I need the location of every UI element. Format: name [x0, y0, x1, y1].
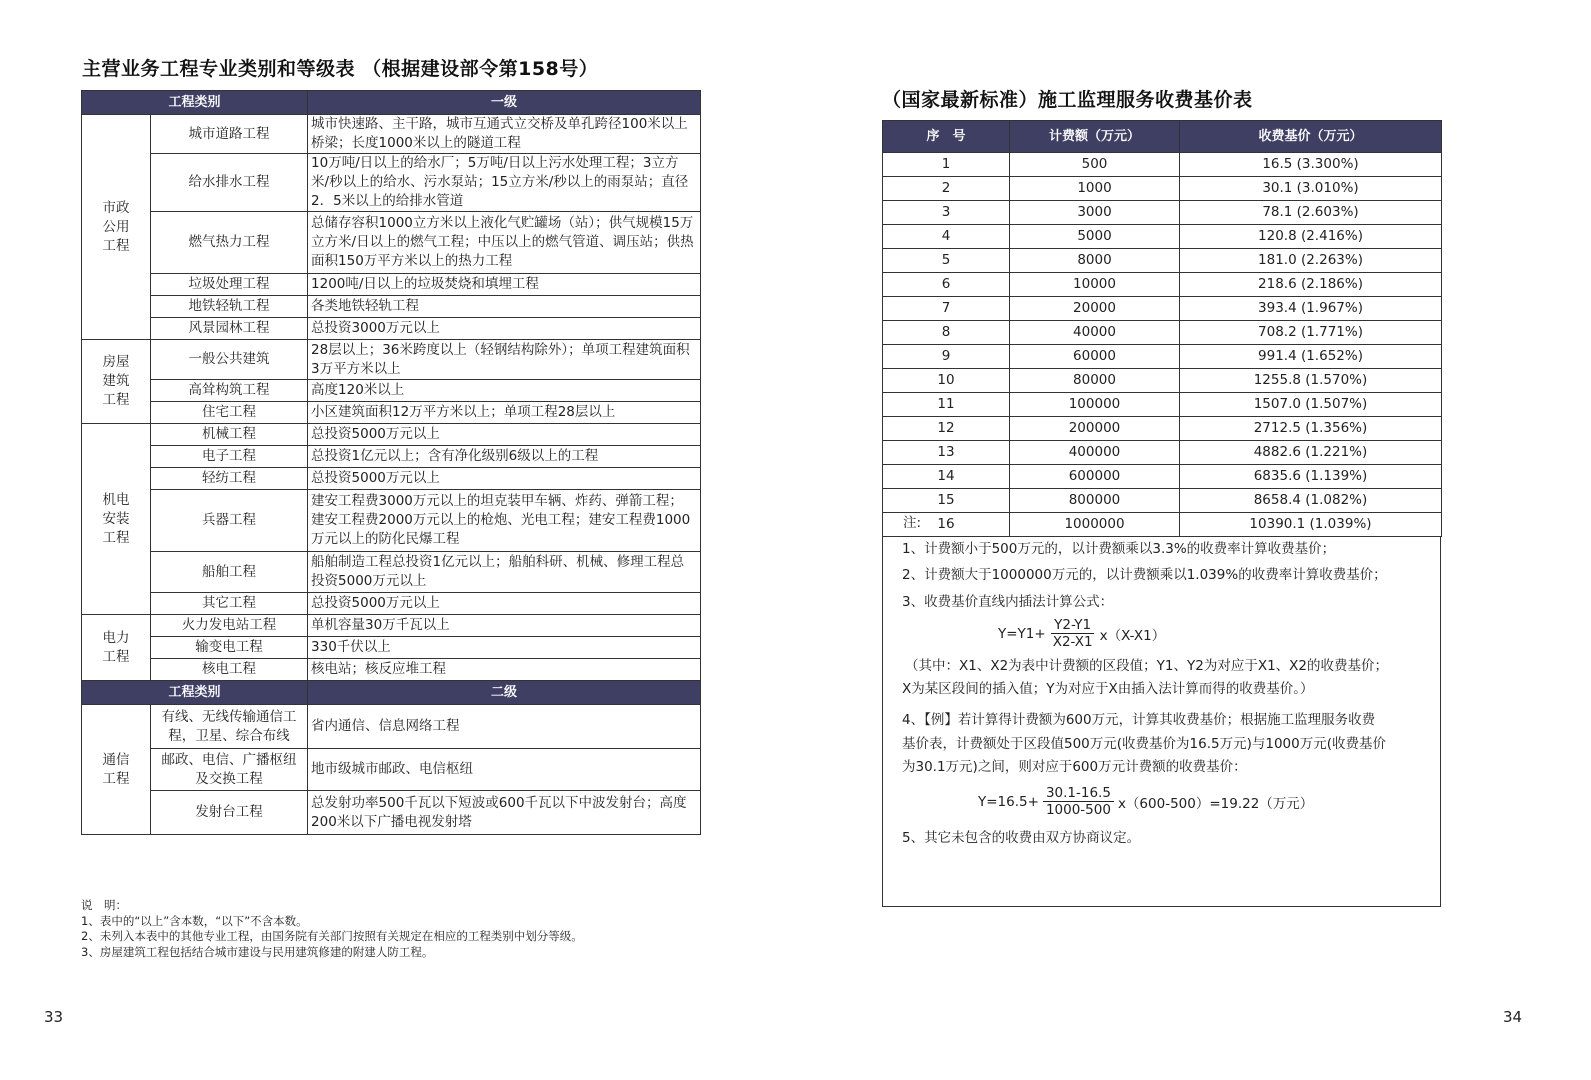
fraction-denominator: X2-X1: [1052, 634, 1093, 650]
base-fee-cell: 708.2 (1.771%): [1180, 321, 1442, 345]
formula-prefix: Y=Y1+: [998, 625, 1046, 642]
category-cell: 电力 工程: [82, 615, 151, 681]
index-cell: 8: [883, 321, 1010, 345]
notes-heading: 说 明：: [81, 898, 127, 912]
base-fee-cell: 1255.8 (1.570%): [1180, 369, 1442, 393]
subcategory-cell: 风景园林工程: [151, 318, 308, 340]
formula-suffix: x（X-X1）: [1099, 627, 1166, 644]
header-grade: 一级: [308, 91, 701, 115]
table-row: [883, 441, 1442, 465]
base-fee-cell: 120.8 (2.416%): [1180, 225, 1442, 249]
base-fee-cell: 30.1 (3.010%): [1180, 177, 1442, 201]
fee-table-title: （国家最新标准）施工监理服务收费基价表: [882, 89, 1253, 111]
note-item: 3、房屋建筑工程包括结合城市建设与民用建筑修建的附建人防工程。: [81, 944, 434, 959]
fee-note-4-line2: 基价表，计费额处于区段值500万元(收费基价为16.5万元)与1000万元(收费基价: [902, 736, 1386, 752]
index-cell: [883, 513, 1010, 537]
index-cell: 2: [883, 177, 1010, 201]
table-row: [883, 297, 1442, 321]
criteria-cell: 地市级城市邮政、电信枢纽: [308, 749, 701, 791]
table-row: [883, 153, 1442, 177]
header-category: 工程类别: [82, 91, 308, 115]
index-value: 16: [937, 516, 955, 532]
amount-cell: 1000: [1010, 177, 1180, 201]
fee-note-4-line3: 为30.1万元)之间，则对应于600万元计费额的收费基价：: [902, 759, 1247, 775]
amount-cell: 80000: [1010, 369, 1180, 393]
table-row: [883, 177, 1442, 201]
base-fee-cell: 991.4 (1.652%): [1180, 345, 1442, 369]
table-row: [82, 791, 701, 835]
base-fee-cell: 2712.5 (1.356%): [1180, 417, 1442, 441]
category-cell: 通信 工程: [82, 705, 151, 835]
subcategory-cell: 给水排水工程: [151, 154, 308, 212]
notes: [81, 898, 583, 960]
example-formula: [978, 785, 1313, 818]
page-number-left: 33: [44, 1008, 64, 1026]
base-fee-cell: 16.5 (3.300%): [1180, 153, 1442, 177]
amount-cell: 8000: [1010, 249, 1180, 273]
subcategory-cell: 一般公共建筑: [151, 340, 308, 380]
criteria-cell: 总投资3000万元以上: [308, 318, 701, 340]
criteria-cell: 总投资1亿元以上；含有净化级别6级以上的工程: [308, 446, 701, 468]
table-row: [82, 154, 701, 212]
amount-cell: 20000: [1010, 297, 1180, 321]
interpolation-formula: [998, 617, 1165, 650]
index-cell: 15: [883, 489, 1010, 513]
subcategory-cell: 有线、无线传输通信工程，卫星、综合布线: [151, 705, 308, 749]
table-row: [82, 552, 701, 593]
base-fee-cell: 1507.0 (1.507%): [1180, 393, 1442, 417]
subcategory-cell: 住宅工程: [151, 402, 308, 424]
subcategory-cell: 城市道路工程: [151, 115, 308, 154]
criteria-cell: 小区建筑面积12万平方米以上；单项工程28层以上: [308, 402, 701, 424]
fraction-numerator: 30.1-16.5: [1043, 785, 1114, 802]
table-row: [883, 321, 1442, 345]
formula-fraction: [1043, 785, 1114, 818]
amount-cell: 1000000: [1010, 513, 1180, 537]
base-fee-cell: 8658.4 (1.082%): [1180, 489, 1442, 513]
subcategory-cell: 其它工程: [151, 593, 308, 615]
category-cell: 市政 公用 工程: [82, 115, 151, 340]
grade-table-header: [82, 91, 701, 115]
table-row: [82, 490, 701, 552]
note-item: 1、表中的“以上”含本数，“以下”不含本数。: [81, 913, 308, 928]
formula-suffix: x（600-500）=19.22（万元）: [1117, 795, 1314, 812]
index-cell: 14: [883, 465, 1010, 489]
subcategory-cell: 地铁轻轨工程: [151, 296, 308, 318]
table-row: [883, 201, 1442, 225]
criteria-cell: 总投资5000万元以上: [308, 424, 701, 446]
table-row: [82, 212, 701, 274]
table-row: [883, 273, 1442, 297]
fee-note-1: 1、计费额小于500万元的，以计费额乘以3.3%的收费率计算收费基价；: [902, 541, 1336, 557]
subcategory-cell: 垃圾处理工程: [151, 274, 308, 296]
table-row: [82, 318, 701, 340]
fee-note-4-line1: 4、【例】若计算得计费额为600万元，计算其收费基价；根据施工监理服务收费: [902, 712, 1376, 728]
formula-explain-2: X为某区段间的插入值；Y为对应于X由插入法计算而得的收费基价。）: [902, 681, 1314, 697]
criteria-cell: 建安工程费3000万元以上的坦克装甲车辆、炸药、弹箭工程；建安工程费2000万元以上的枪炮、光电工程；建安工程费1000万元以上的防化民爆工程: [308, 490, 701, 552]
criteria-cell: 各类地铁轻轨工程: [308, 296, 701, 318]
subcategory-cell: 轻纺工程: [151, 468, 308, 490]
table-row: [82, 115, 701, 154]
fee-note-5: 5、其它未包含的收费由双方协商议定。: [902, 830, 1141, 846]
amount-cell: 500: [1010, 153, 1180, 177]
criteria-cell: 省内通信、信息网络工程: [308, 705, 701, 749]
category-cell: 机电 安装 工程: [82, 424, 151, 615]
amount-cell: 40000: [1010, 321, 1180, 345]
subcategory-cell: 输变电工程: [151, 637, 308, 659]
amount-cell: 600000: [1010, 465, 1180, 489]
table-row: [82, 402, 701, 424]
amount-cell: 100000: [1010, 393, 1180, 417]
fraction-denominator: 1000-500: [1045, 802, 1111, 818]
table-row: [883, 345, 1442, 369]
criteria-cell: 28层以上；36米跨度以上（轻钢结构除外）；单项工程建筑面积3万平方米以上: [308, 340, 701, 380]
amount-cell: 60000: [1010, 345, 1180, 369]
header-category: 工程类别: [82, 681, 308, 705]
table-row: [883, 465, 1442, 489]
table-row: [883, 393, 1442, 417]
table-row: [883, 369, 1442, 393]
base-fee-cell: 78.1 (2.603%): [1180, 201, 1442, 225]
fee-note-3: 3、收费基价直线内插法计算公式：: [902, 594, 1114, 610]
index-cell: 13: [883, 441, 1010, 465]
subcategory-cell: 船舶工程: [151, 552, 308, 593]
base-fee-cell: 6835.6 (1.139%): [1180, 465, 1442, 489]
base-fee-cell: 10390.1 (1.039%): [1180, 513, 1442, 537]
criteria-cell: 330千伏以上: [308, 637, 701, 659]
grade-table: [81, 90, 701, 835]
header-index: 序 号: [883, 121, 1010, 153]
amount-cell: 400000: [1010, 441, 1180, 465]
subcategory-cell: 发射台工程: [151, 791, 308, 835]
table-row: [82, 705, 701, 749]
formula-prefix: Y=16.5+: [978, 793, 1039, 810]
amount-cell: 3000: [1010, 201, 1180, 225]
table-row: [883, 225, 1442, 249]
criteria-cell: 城市快速路、主干路，城市互通式立交桥及单孔跨径100米以上桥梁；长度1000米以上的隧道工程: [308, 115, 701, 154]
fee-table-header: [883, 121, 1442, 153]
base-fee-cell: 218.6 (2.186%): [1180, 273, 1442, 297]
subcategory-cell: 邮政、电信、广播枢纽及交换工程: [151, 749, 308, 791]
table-row: [82, 593, 701, 615]
table-row: [883, 417, 1442, 441]
table-row: [82, 380, 701, 402]
index-cell: 7: [883, 297, 1010, 321]
table-row: [82, 749, 701, 791]
fraction-numerator: Y2-Y1: [1051, 617, 1094, 634]
index-cell: 4: [883, 225, 1010, 249]
table-row: [82, 659, 701, 681]
subcategory-cell: 高耸构筑工程: [151, 380, 308, 402]
criteria-cell: 总储存容积1000立方米以上液化气贮罐场（站）；供气规模15万立方米/日以上的燃气工程；中压以上的燃气管道、调压站；供热面积150万平方米以上的热力工程: [308, 212, 701, 274]
amount-cell: 200000: [1010, 417, 1180, 441]
table-row: [82, 296, 701, 318]
table-row: [82, 615, 701, 637]
criteria-cell: 总投资5000万元以上: [308, 593, 701, 615]
note-prefix-label: 注:: [903, 515, 922, 531]
base-fee-cell: 181.0 (2.263%): [1180, 249, 1442, 273]
table-row: [82, 274, 701, 296]
amount-cell: 800000: [1010, 489, 1180, 513]
fee-note-2: 2、计费额大于1000000万元的，以计费额乘以1.039%的收费率计算收费基价；: [902, 567, 1387, 583]
subcategory-cell: 机械工程: [151, 424, 308, 446]
index-cell: 1: [883, 153, 1010, 177]
index-cell: 5: [883, 249, 1010, 273]
subcategory-cell: 兵器工程: [151, 490, 308, 552]
table-row: [883, 513, 1442, 537]
amount-cell: 10000: [1010, 273, 1180, 297]
subcategory-cell: 燃气热力工程: [151, 212, 308, 274]
criteria-cell: 单机容量30万千瓦以上: [308, 615, 701, 637]
criteria-cell: 总发射功率500千瓦以下短波或600千瓦以下中波发射台；高度200米以下广播电视发射塔: [308, 791, 701, 835]
table-row: [82, 424, 701, 446]
criteria-cell: 总投资5000万元以上: [308, 468, 701, 490]
header-base-fee: 收费基价（万元）: [1180, 121, 1442, 153]
index-cell: 11: [883, 393, 1010, 417]
table-row: [82, 468, 701, 490]
criteria-cell: 核电站；核反应堆工程: [308, 659, 701, 681]
index-cell: 10: [883, 369, 1010, 393]
header-grade: 二级: [308, 681, 701, 705]
grade-table-title: 主营业务工程专业类别和等级表 （根据建设部令第158号）: [82, 58, 599, 80]
fee-table: [882, 120, 1442, 537]
formula-explain-1: （其中：X1、X2为表中计费额的区段值；Y1、Y2为对应于X1、X2的收费基价；: [905, 658, 1389, 674]
table-row: [82, 340, 701, 380]
index-cell: 6: [883, 273, 1010, 297]
page-number-right: 34: [1503, 1008, 1523, 1026]
criteria-cell: 高度120米以上: [308, 380, 701, 402]
criteria-cell: 1200吨/日以上的垃圾焚烧和填埋工程: [308, 274, 701, 296]
subcategory-cell: 核电工程: [151, 659, 308, 681]
base-fee-cell: 393.4 (1.967%): [1180, 297, 1442, 321]
note-item: 2、未列入本表中的其他专业工程，由国务院有关部门按照有关规定在相应的工程类别中划分等级。: [81, 929, 583, 943]
table-row: [82, 446, 701, 468]
header-amount: 计费额（万元）: [1010, 121, 1180, 153]
subcategory-cell: 火力发电站工程: [151, 615, 308, 637]
amount-cell: 5000: [1010, 225, 1180, 249]
subcategory-cell: 电子工程: [151, 446, 308, 468]
base-fee-cell: 4882.6 (1.221%): [1180, 441, 1442, 465]
index-cell: 9: [883, 345, 1010, 369]
criteria-cell: 船舶制造工程总投资1亿元以上；船舶科研、机械、修理工程总投资5000万元以上: [308, 552, 701, 593]
grade-table-header-2: [82, 681, 701, 705]
table-row: [883, 249, 1442, 273]
category-cell: 房屋 建筑 工程: [82, 340, 151, 424]
criteria-cell: 10万吨/日以上的给水厂；5万吨/日以上污水处理工程；3立方米/秒以上的给水、污水泵站；15立方米/秒以上的雨泵站；直径2．5米以上的给排水管道: [308, 154, 701, 212]
table-row: [82, 637, 701, 659]
table-row: [883, 489, 1442, 513]
formula-fraction: [1050, 617, 1096, 650]
index-cell: 3: [883, 201, 1010, 225]
index-cell: 12: [883, 417, 1010, 441]
